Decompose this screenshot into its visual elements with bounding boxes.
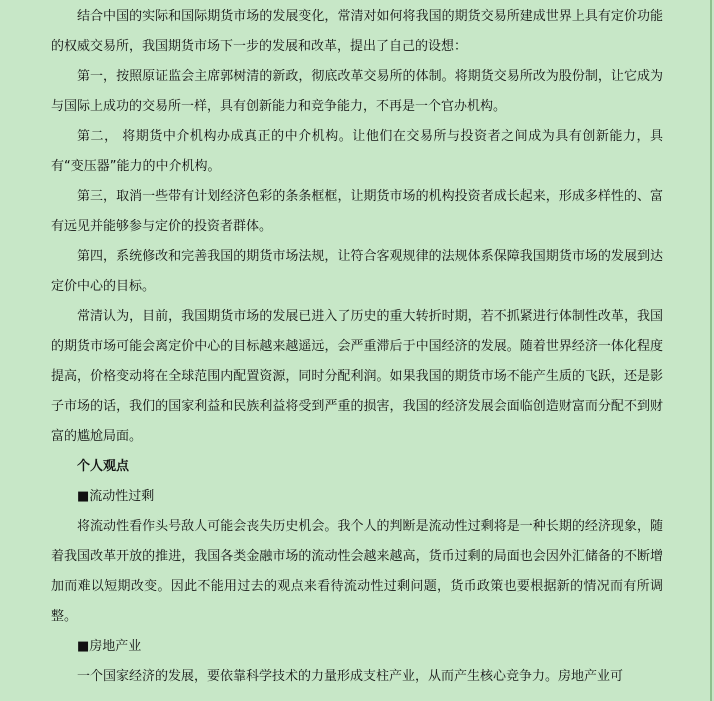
article-body xyxy=(51,2,663,692)
real-estate-section-text: 一个国家经济的发展，要依靠科学技术的力量形成支柱产业，从而产生核心竞争力。房地产业可 xyxy=(77,669,624,684)
liquidity-section-title: ■流动性过剩 xyxy=(77,489,155,504)
point-four-paragraph: 第四，系统修改和完善我国的期货市场法规，让符合客观规律的法规体系保障我国期货市场的发展到达定价中心的目标。 xyxy=(51,249,663,294)
point-three-paragraph: 第三，取消一些带有计划经济色彩的条条框框，让期货市场的机构投资者成长起来，形成多样性的、富有远见并能够参与定价的投资者群体。 xyxy=(51,189,663,234)
intro-paragraph: 结合中国的实际和国际期货市场的发展变化，常清对如何将我国的期货交易所建成世界上具有定价功能的权威交易所，我国期货市场下一步的发展和改革，提出了自己的设想： xyxy=(51,9,663,54)
real-estate-section-title: ■房地产业 xyxy=(77,639,142,654)
conclusion-paragraph: 常清认为，目前，我国期货市场的发展已进入了历史的重大转折时期，若不抓紧进行体制性改革，我国的期货市场可能会离定价中心的目标越来越遥远，会严重滞后于中国经济的发展。随着世界经济一体化程度提高，价格变动将在全球范围内配置资源，同时分配利润。如果我国的期货市场不能产生质的飞跃，还是影子市场的话，我们的国家利益和民族利益将受到严重的损害，我国的经济发展会面临创造财富而分配不到财富的尴尬局面。 xyxy=(51,309,663,444)
point-one-paragraph: 第一，按照原证监会主席郭树清的新政，彻底改革交易所的体制。将期货交易所改为股份制，让它成为与国际上成功的交易所一样，具有创新能力和竞争能力，不再是一个官办机构。 xyxy=(51,69,663,114)
point-two-paragraph: 第二， 将期货中介机构办成真正的中介机构。让他们在交易所与投资者之间成为具有创新能力，具有“变压器”能力的中介机构。 xyxy=(51,129,663,174)
section-heading: 个人观点 xyxy=(77,459,130,474)
liquidity-section-text: 将流动性看作头号敌人可能会丧失历史机会。我个人的判断是流动性过剩将是一种长期的经济现象，随着我国改革开放的推进，我国各类金融市场的流动性会越来越高，货币过剩的局面也会因外汇储备的不断增加而难以短期改变。因此不能用过去的观点来看待流动性过剩问题，货币政策也要根据新的情况而有所调整。 xyxy=(51,519,663,624)
